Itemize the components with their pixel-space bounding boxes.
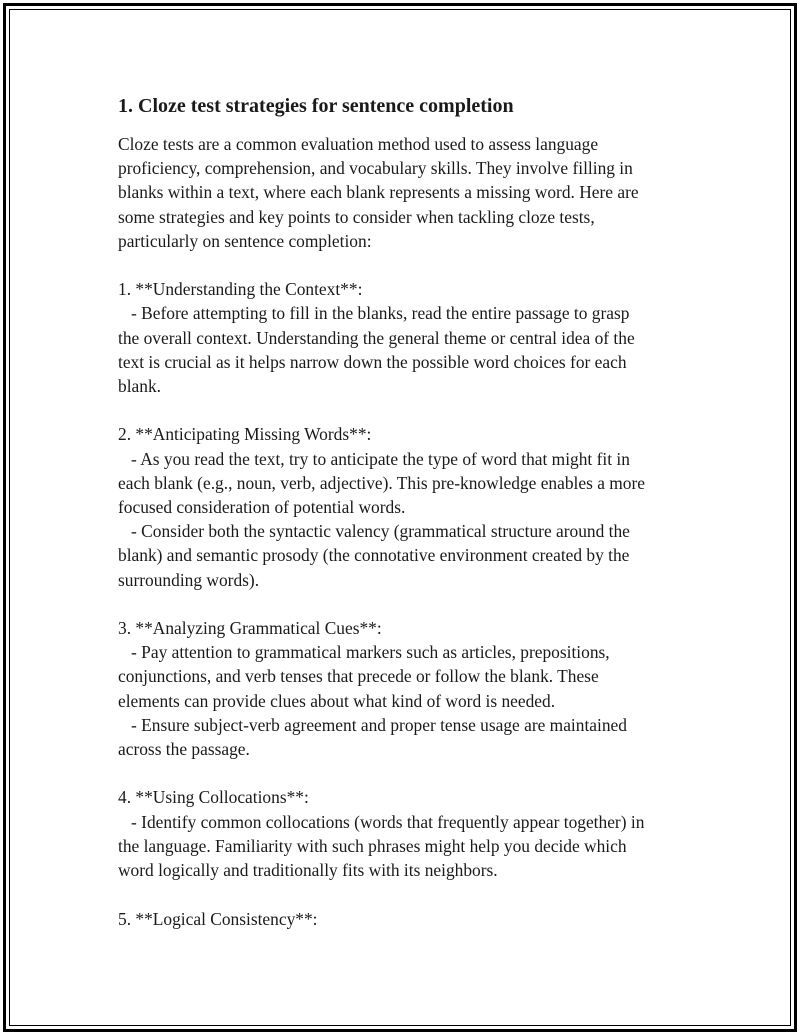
document-content [118,93,688,931]
document-title: 1. Cloze test strategies for sentence completion [118,95,514,117]
document-body: Cloze tests are a common evaluation method used to assess language proficiency, comprehension, and vocabulary skills. They involve filling in blanks within a text, where each blank represents a missing word. Here are some strategies and key points to consider when tackling cloze tests, particularly on sentence completion: 1. **Understanding the Context**: - Before attempting to fill in the blanks, read the entire passage to grasp the overall context. Understanding the general theme or central idea of the text is crucial as it helps narrow down the possible word choices for each blank. 2. **Anticipating Missing Words**: - As you read the text, try to anticipate the type of word that might fit in each blank (e.g., noun, verb, adjective). This pre-knowledge enables a more focused consideration of potential words. - Consider both the syntactic valency (grammatical structure around the blank) and semantic prosody (the connotative environment created by the surrounding words). 3. **Analyzing Grammatical Cues**: - Pay attention to grammatical markers such as articles, prepositions, conjunctions, and verb tenses that precede or follow the blank. These elements can provide clues about what kind of word is needed. - Ensure subject-verb agreement and proper tense usage are maintained across the passage. 4. **Using Collocations**: - Identify common collocations (words that frequently appear together) in the language. Familiarity with such phrases might help you decide which word logically and traditionally fits with its neighbors. 5. **Logical Consistency**: [118,134,645,929]
